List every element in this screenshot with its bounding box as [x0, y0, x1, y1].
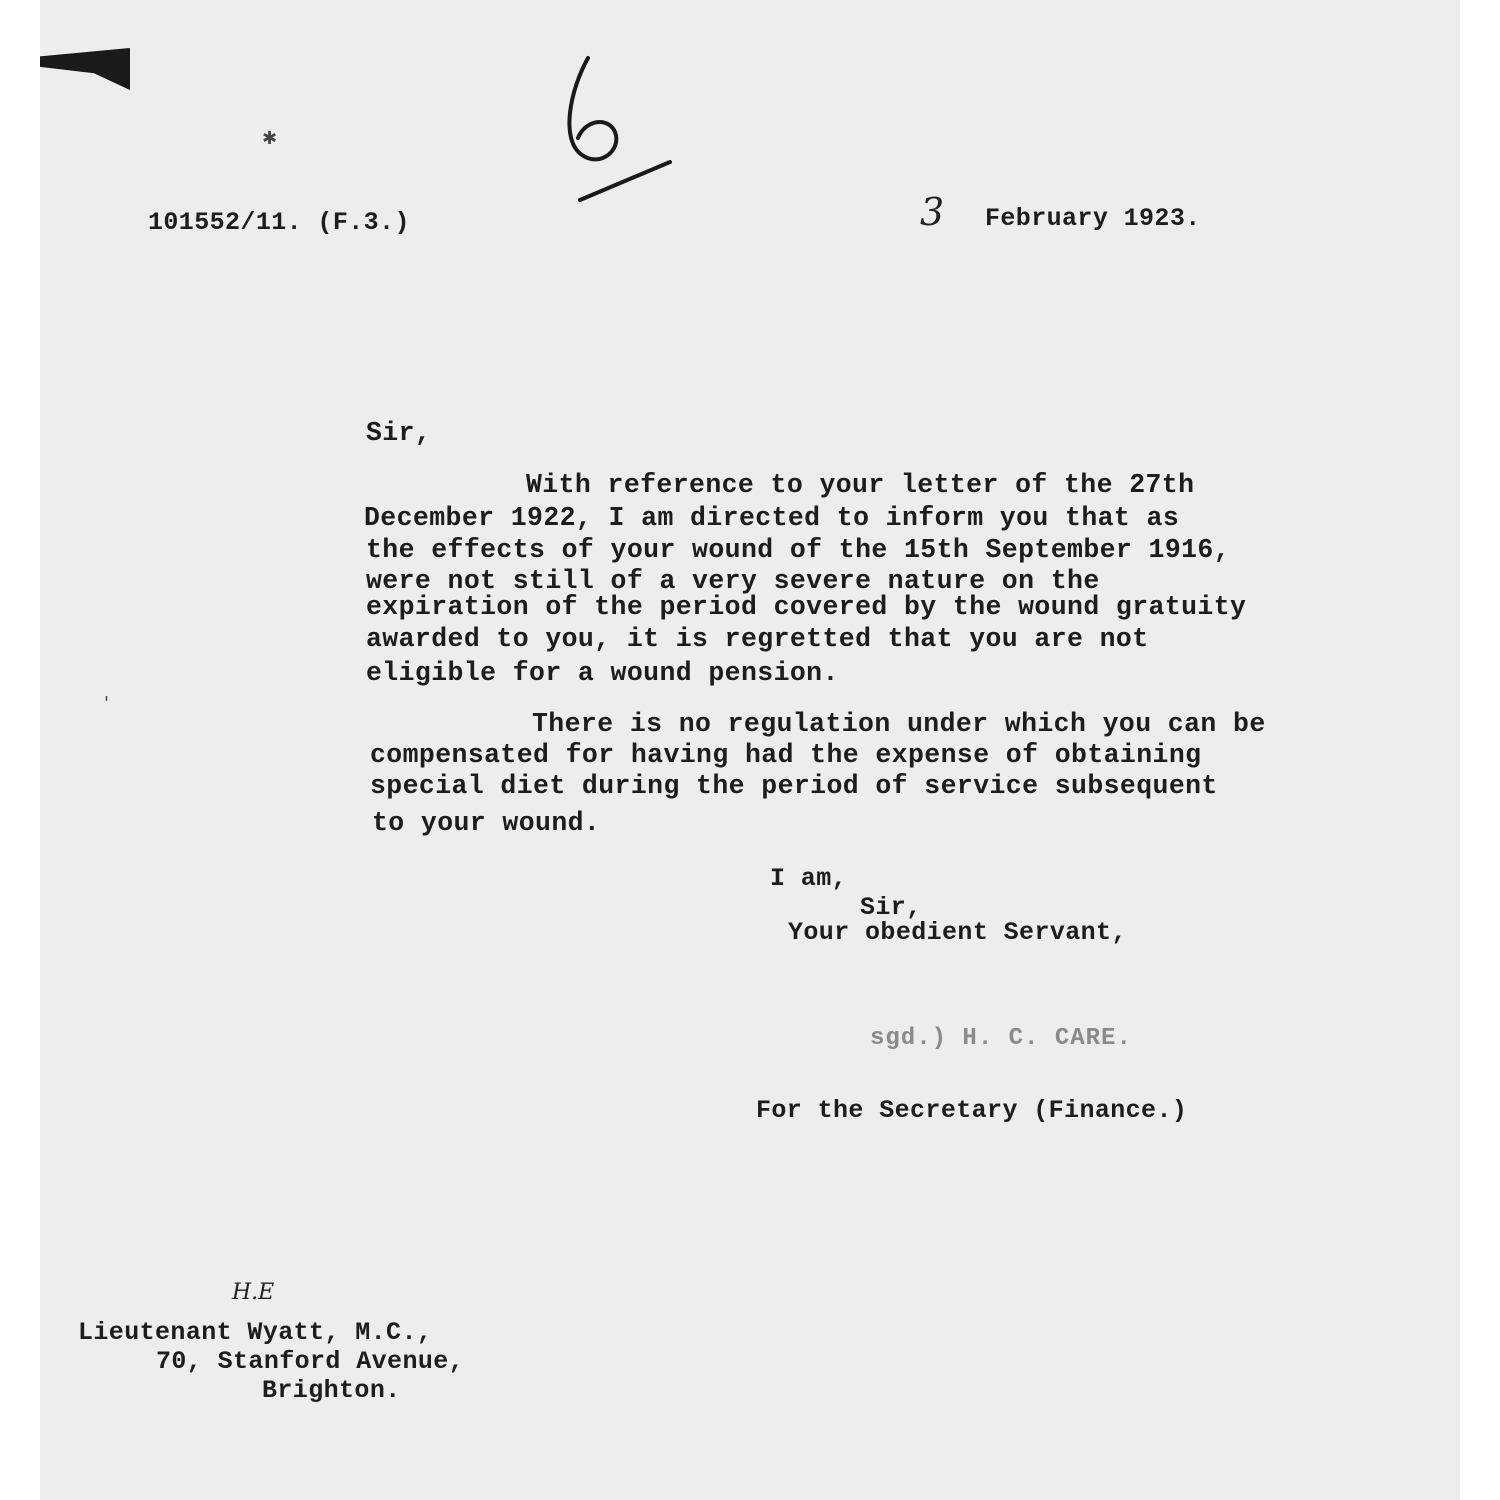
paragraph-line: were not still of a very severe nature on the: [366, 566, 1100, 596]
letter-date: February 1923.: [985, 204, 1201, 233]
closing-line: Your obedient Servant,: [788, 918, 1127, 947]
paragraph-line: compensated for having had the expense of obtaining: [370, 740, 1202, 770]
address-line: Brighton.: [262, 1376, 401, 1405]
paragraph-line: awarded to you, it is regretted that you are not: [366, 624, 1149, 654]
reference-number: 101552/11. (F.3.): [148, 208, 410, 237]
handwritten-initials: H.E: [232, 1280, 275, 1305]
signature-stamp: sgd.) H. C. CARE.: [870, 1025, 1132, 1052]
paragraph-line: to your wound.: [372, 808, 601, 838]
closing-line: Sir,: [860, 893, 922, 922]
paragraph-line: December 1922, I am directed to inform you that as: [364, 503, 1180, 533]
handwritten-date-day: 3: [920, 190, 945, 234]
closing-line: I am,: [770, 864, 848, 893]
address-line: 70, Stanford Avenue,: [156, 1347, 465, 1376]
ink-speck: ': [104, 693, 109, 714]
salutation: Sir,: [366, 418, 432, 448]
handwritten-folio-number: [560, 50, 700, 220]
paragraph-line: There is no regulation under which you can be: [532, 709, 1266, 739]
signatory-role: For the Secretary (Finance.): [756, 1096, 1188, 1125]
paragraph-line: special diet during the period of service subsequent: [370, 771, 1218, 801]
paragraph-line: eligible for a wound pension.: [366, 658, 839, 688]
paragraph-line: the effects of your wound of the 15th September 1916,: [366, 535, 1231, 565]
paragraph-line: expiration of the period covered by the wound gratuity: [366, 592, 1247, 622]
address-line: Lieutenant Wyatt, M.C.,: [78, 1318, 433, 1347]
ink-speck: ✱: [262, 128, 278, 149]
paragraph-line: With reference to your letter of the 27th: [526, 470, 1195, 500]
